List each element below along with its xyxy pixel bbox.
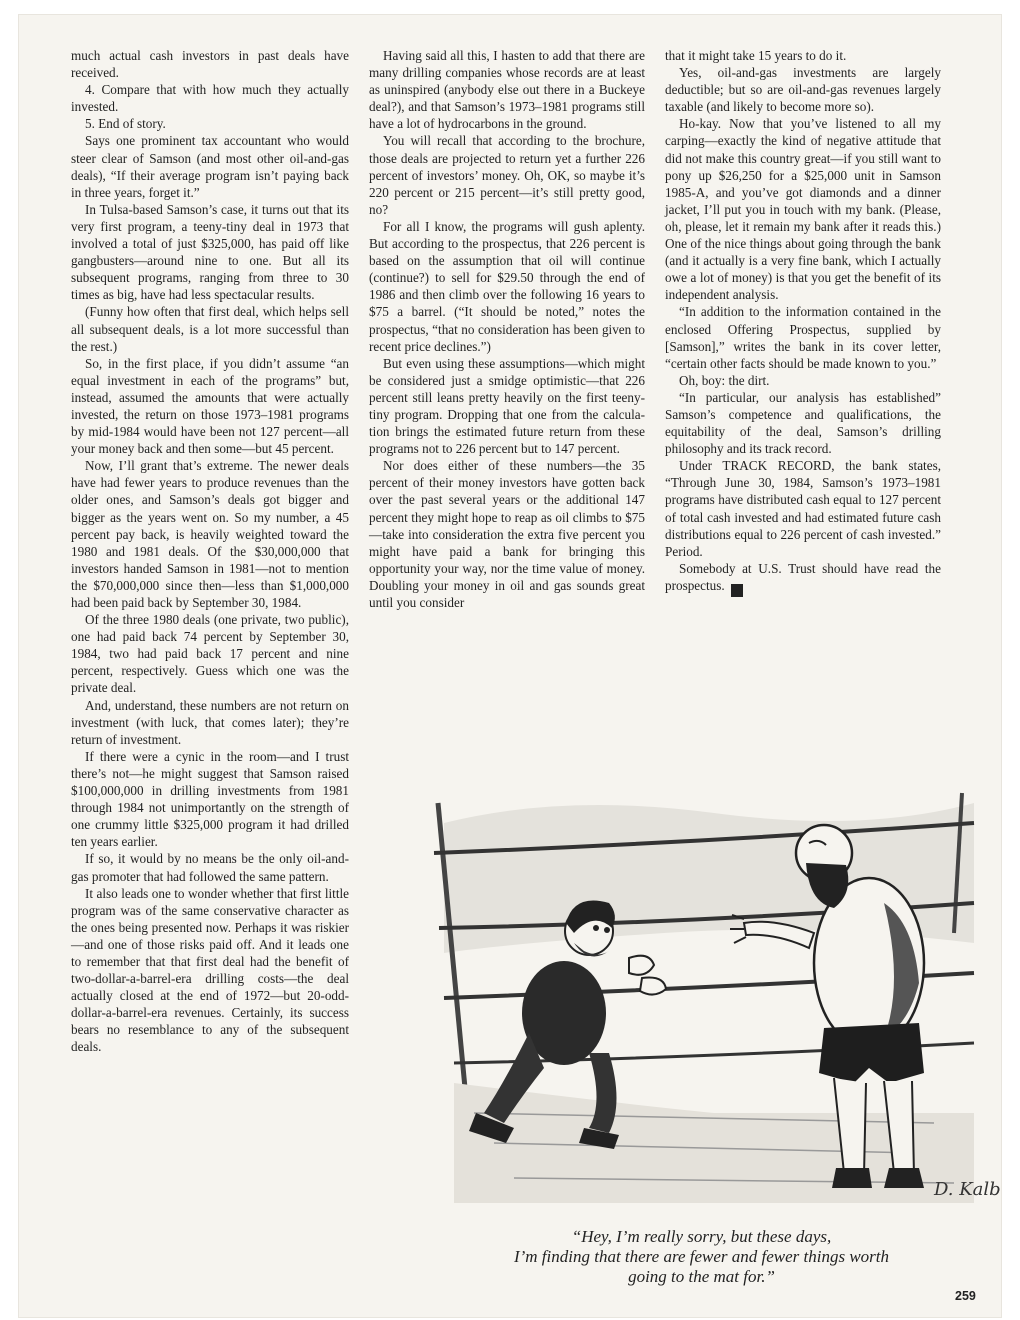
artist-signature: D. Kalb [934,1179,1001,1200]
article-paragraph [369,457,645,611]
paragraph-text: Somebody at U.S. Trust should have read the prospectus. [665,560,941,593]
paragraph-text: For all I know, the programs will gush aplenty. But according to the prospectus, that 226 percent is based on the assumption that oil will continue (continue?) to sell for $29.50 through the end of 1986 and then climb over the following 16 years to $75 a barrel. (“It should be noted,” notes the prospectus, “that no consideration has been given to recent price declines.”) [369,218,645,354]
article-paragraph [71,697,349,748]
paragraph-text: Nor does either of these numbers—the 35 percent of their money investors have gotten back over the past several years or the additional 147 percent they might hope to reap as oil climbs to $75—take into consideration the extra five percent you might have paid a bank for bringing this opportunity your way, nor the time value of money. Doubling your money in oil and gas sounds great until you consider [369,458,645,610]
article-paragraph [665,303,941,371]
article-paragraph [71,611,349,696]
article-paragraph [71,201,349,304]
end-of-article-bunny-icon: ♦ [731,584,743,597]
paragraph-text: Yes, oil-and-gas investments are largely deductible; but so are oil-and-gas revenues largely taxable (and likely to become more so). [665,65,941,115]
caption-line: I’m finding that there are fewer and fewer things worth [513,1247,890,1266]
paragraph-text: In Tulsa-based Samson’s case, it turns out that its very first program, a teeny-tiny deal in 1973 that involved a total of just $325,000, has paid off like gangbusters—around nine to one. But all its subsequent programs, ranging from three to 30 times as big, have had less spectacular results. [71,201,349,303]
paragraph-text: Under TRACK RECORD, the bank states, “Through June 30, 1984, Samson’s 1973–1981 programs have distributed cash equal to 127 percent of total cash invested and had estimated future cash distributions equal to 226 percent of cash invested.” Period. [665,458,941,559]
article-paragraph [369,132,645,217]
wrestling-cartoon-illustration [414,783,1001,1213]
article-paragraph [665,457,941,560]
article-paragraph [369,47,645,132]
article-column-2 [369,47,645,611]
paragraph-text: Of the three 1980 deals (one private, two public), one had paid back 74 percent by September 30, 1984, two had paid back 17 percent and nine percent, respectively. Guess which one was the private deal. [71,612,349,696]
paragraph-text: 5. End of story. [85,116,166,132]
article-paragraph [71,47,349,81]
caption-line: going to the mat for.” [628,1267,775,1286]
page-number: 259 [955,1289,976,1303]
article-paragraph [665,389,941,457]
paragraph-text: that it might take 15 years to do it. [665,48,847,63]
article-column-3 [665,47,941,597]
article-paragraph [71,748,349,851]
caption-line: “Hey, I’m really sorry, but these days, [571,1227,832,1246]
paragraph-text: Ho-kay. Now that you’ve listened to all my carping—exactly the kind of negative attitude that did not make this country great—if you still want to pony up $26,250 for a $25,000 unit in Samson 1985-A, and you’ve got diamonds and a dinner jacket, I’ll put you in touch with my bank. (Please, oh, please, let it remain my bank after it reads this.) One of the nice things about going through the bank (and it actually is a very fine bank, which I actually owe a lot of money) is that you get the benefit of its independent analysis. [665,116,941,303]
article-paragraph [71,303,349,354]
article-paragraph [71,850,349,884]
article-paragraph [71,885,349,1056]
paragraph-text: You will recall that according to the brochure, those deals are projected to return yet a further 226 percent of investors’ money. Oh, OK, so maybe it’s 220 percent or 215 percent—it’s still pretty good, no? [369,133,645,217]
magazine-page [18,14,1002,1318]
paragraph-text: “In addition to the information contained in the enclosed Offering Prospectus, supplied by [Samson],” writes the bank in its cover letter, “certain other facts should be made known to you.” [665,304,941,371]
paragraph-text: But even using these assumptions—which might be considered just a smidge optimistic—that 226 percent still leans pretty heavily on the first teeny-tiny program. Dropping that one from the calculation brings the estimated future return from these programs not to 226 percent but to 147 percent. [369,355,645,457]
paragraph-text: Now, I’ll grant that’s extreme. The newer deals have had fewer years to produce revenues than the older ones, and Samson’s deals got bigger and bigger as the years went on. So my number, a 45 percent pay back, is heavily weighted toward the 1980 and 1981 deals. Of the $30,000,000 that investors handed Samson in 1981—not to mention the $70,000,000 since then—less than $1,000,000 had been paid back by September 30, 1984. [71,458,349,610]
article-paragraph [665,372,941,389]
paragraph-text: And, understand, these numbers are not return on investment (with luck, that comes later); they’re return of investment. [71,697,349,747]
article-paragraph [71,132,349,200]
article-paragraph [71,355,349,458]
article-column-1 [71,47,349,1056]
paragraph-text: Oh, boy: the dirt. [679,372,770,388]
paragraph-text: “In particular, our analysis has established” Samson’s competence and qualifications, the equitability of the deal, Samson’s drilling philosophy and its track record. [665,389,941,457]
paragraph-text: If there were a cynic in the room—and I trust there’s not—he might suggest that Samson raised $100,000,000 in drilling investments from 1981 through 1984 not unimportantly on the strength of one crummy little $325,000 program it had drilled ten years earlier. [71,748,349,850]
article-paragraph [71,115,349,132]
paragraph-text: If so, it would by no means be the only oil-and-gas promoter that had followed the same pattern. [71,851,349,884]
paragraph-text: So, in the first place, if you didn’t assume “an equal investment in each of the programs” but, instead, assumed the amounts that were actually invested, the return on those 1973–1981 programs by mid-1984 would have been not 127 percent—all your money back and then some—but 45 percent. [71,355,349,457]
cartoon-caption [414,1227,989,1287]
paragraph-text: much actual cash investors in past deals have received. [71,48,349,81]
paragraph-text: It also leads one to wonder whether that first little program was of the same conservative character as the ones being presented now. Perhaps it was riskier—and one of those risks paid off. And it leads one to remember that that first deal had the benefit of two-dollar-a-barrel-era drilling costs—the deal actually closed at the end of 1972—but 20-odd-dollar-a-barrel-era revenues. Certainly, its success bears no resemblance to any of the subsequent deals. [71,885,349,1055]
article-paragraph [665,64,941,115]
paragraph-text: Says one prominent tax accountant who would steer clear of Samson (and most other oil-and-gas deals), “If their average program isn’t paying back in three years, forget it.” [71,133,349,200]
paragraph-text: Having said all this, I hasten to add that there are many drilling companies whose records are at least as uninspired (anybody else out there in a Buckeye deal?), and that Samson’s 1973–1981 programs still have a lot of hydrocarbons in the ground. [369,48,645,132]
article-paragraph [369,218,645,355]
article-paragraph [665,115,941,303]
paragraph-text: (Funny how often that first deal, which helps sell all subsequent deals, is a lot more successful than the rest.) [71,304,349,354]
article-paragraph [665,560,941,597]
article-paragraph [71,81,349,115]
paragraph-text: 4. Compare that with how much they actually invested. [71,82,349,115]
article-paragraph [71,457,349,611]
article-paragraph [369,355,645,458]
article-paragraph [665,47,941,64]
